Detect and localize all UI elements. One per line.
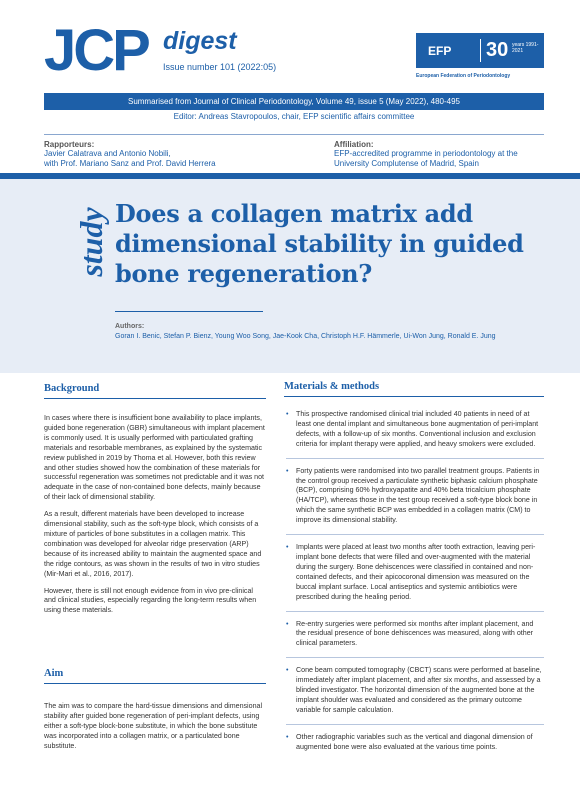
aim-rule [44, 683, 266, 684]
aim-paragraph: The aim was to compare the hard-tissue dimensions and dimensional stability after guided bone regeneration of peri-implant defects, using either a soft-type block-bone substitute, in which the bone substitute was incorporated into a collagen matrix, or a particulated bone substitute. [44, 702, 263, 750]
list-separator [286, 724, 544, 725]
jcp-logo: JCP [44, 18, 148, 83]
efp-years-line: years 1991-2021 [512, 42, 539, 54]
efp-label: EFP [428, 44, 452, 58]
list-separator [286, 534, 544, 535]
affiliation: EFP-accredited programme in periodontology at the University Complutense of Madrid, Spain [334, 149, 518, 168]
efp-anniversary: 30 [486, 39, 509, 61]
issue-number: Issue number 101 (2022:05) [163, 62, 277, 72]
masthead [0, 0, 580, 96]
methods-rule [284, 396, 544, 397]
efp-logo [416, 33, 544, 68]
list-separator [286, 657, 544, 658]
methods-list [286, 410, 544, 761]
list-item: • Implants were placed at least two months after tooth extraction, leaving peri-implant bone defects that were filled and over-augmented with the material during the surgery. Bone dehiscences were classified in contained and non-contained defects, and their apicocoronal dimension was measured on the buccal implant surface. Local antiseptics and systemic antibiotics were prescribed during the healing period. [286, 543, 544, 602]
digest-logo: digest [163, 27, 237, 55]
summary-banner: Summarised from Journal of Clinical Periodontology, Volume 49, issue 5 (May 2022), 480-495 [44, 93, 544, 110]
rapporteurs [44, 149, 304, 169]
authors-label: Authors: [115, 323, 145, 330]
divider [44, 134, 544, 135]
aim-heading: Aim [44, 668, 64, 679]
rapporteurs-line-2: with Prof. Mariano Sanz and Prof. David Herrera [44, 159, 216, 168]
title-panel-bar [0, 173, 580, 179]
background-paragraph-2: As a result, different materials have been developed to increase dimensional stability, such as the soft-type block, which consists of a mixture of particles of bone substitutes in a collagen matrix. This combination was developed for alveolar ridge preservation (ARP) because of its increased ability to maintain the augmented space and the ridge contours, as was shown in the results of two in vitro studies (Mir-Mari et al., 2016, 2017). [44, 510, 262, 578]
affiliation-label: Affiliation: [334, 140, 374, 149]
background-heading: Background [44, 383, 100, 394]
list-item: • This prospective randomised clinical trial included 40 patients in need of at least one dental implant and simultaneous bone augmentation of peri-implant defects, with a follow-up of six months. Conventional inclusion and exclusion criteria for implant therapy were applied, and heavy smokers were excluded. [286, 410, 544, 450]
background-paragraph-3: However, there is still not enough evidence from in vivo pre-clinical and clinical studies, especially regarding the long-term results when using these materials. [44, 586, 257, 615]
editor-line: Editor: Andreas Stavropoulos, chair, EFP scientific affairs committee [173, 112, 415, 121]
efp-separator [480, 39, 481, 62]
list-separator [286, 458, 544, 459]
background-paragraph-1: In cases where there is insufficient bone availability to place implants, guided bone regeneration (GBR) simultaneous with implant placement is commonly used. It is usually performed with particulated grafting materials and resorbable membranes, as explained by the systematic review published in 2019 by Thoma et al. However, both this review and other studies showed how the combination of these materials for successful regeneration was sometimes not predictable and it was not adequate in the case of non-contained bone defects, mainly because of their lack of dimensional stability. [44, 414, 265, 502]
list-separator [286, 611, 544, 612]
background-rule [44, 398, 266, 399]
efp-full-name: European Federation of Periodontology [416, 73, 511, 79]
category-label: study [73, 207, 109, 277]
list-item: • Forty patients were randomised into two parallel treatment groups. Patients in the control group received a particulate synthetic biphasic calcium phosphate (BCP), comprising 60% hydroxyapatite and 40% beta tricalcium phosphate (HA/TCP), whereas those in the test group received a soft-type block bone in which the same synthetic BCP was embedded in a collagen matrix (CM) to improve its dimensional stability. [286, 467, 544, 526]
aim-body [44, 702, 266, 759]
rapporteurs-label: Rapporteurs: [44, 140, 95, 149]
list-item: • Cone beam computed tomography (CBCT) scans were performed at baseline, immediately after implant placement, and after six months, and assessed by a blinded investigator. The horizontal dimension of the augmented bone at the implant shoulder was evaluated and considered as the primary outcome variable for sample calculation. [286, 666, 544, 716]
methods-heading: Materials & methods [284, 381, 380, 392]
authors: Goran I. Benic, Stefan P. Bienz, Young Woo Song, Jae-Kook Cha, Christoph H.F. Hämmerle, Ui-Won Jung, Ronald E. Jung [115, 333, 496, 340]
rapporteurs-line-1: Javier Calatrava and Antonio Nobili, [44, 149, 171, 158]
article-title: Does a collagen matrix add dimensional stability in guided bone regeneration? [115, 199, 524, 288]
list-item: • Re-entry surgeries were performed six months after implant placement, and the residual presence of bone dehiscences was measured, along with other clinical parameters. [286, 620, 544, 650]
background-body [44, 414, 266, 623]
list-item: • Other radiographic variables such as the vertical and diagonal dimension of augmented bone were also evaluated at the various time points. [286, 733, 544, 753]
title-rule [115, 311, 263, 312]
